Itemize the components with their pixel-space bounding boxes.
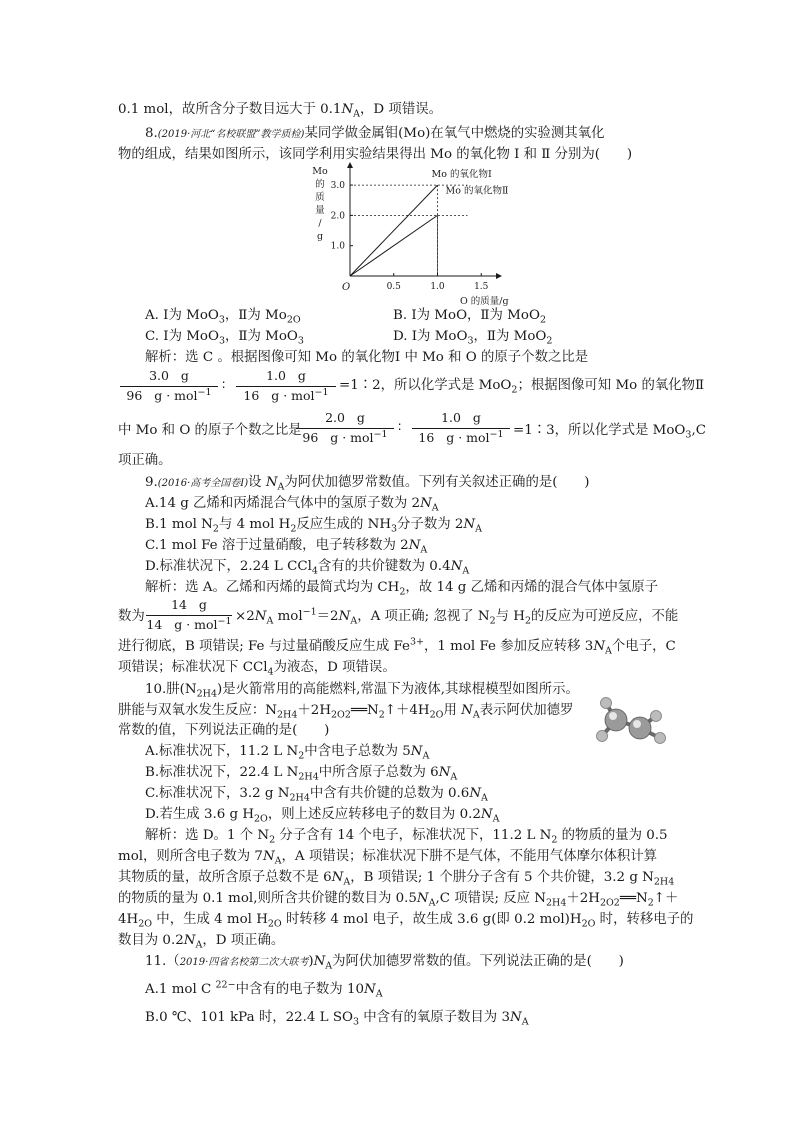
explanation-text: 解析：选 D。1 个 $N_2$ 分子含有 14 个电子，标准状况下，11.2 L $N_2$ 的物质的量为 0.5 xyxy=(145,828,668,846)
option-c: C. Ⅰ为 MoO$_3$，Ⅱ为 MoO$_3$ xyxy=(145,329,304,347)
option-b: B.0 ℃、101 kPa 时，22.4 L $SO_3$ 中含有的氧原子数目为 $3N_A$ xyxy=(145,1010,529,1028)
explanation-text: 的物质的量为 0.1 mol,则所含共价键的数目为 $0.5N_A,C$ 项错误; 反应 $N_{2H4}+2H_{2O2}══N_2↑+$ xyxy=(118,891,679,909)
question-10-stem: 肼能与双氧水发生反应：$N_{2H4}+2H_{2O2}══N_2↑+4H_{2O}$用 $N_A$表示阿伏加德罗 xyxy=(118,703,574,721)
explanation-text: mol，则所含电子数为 $7N_A$，A 项错误；标准状况下肼不是气体，不能用气体摩尔体积计算 xyxy=(118,849,658,867)
explanation-text: =1∶3，所以化学式是 MoO$_3$,C xyxy=(513,423,706,441)
explanation-text: $\times 2N_A$ $mol^{-1}=2N_A$，A 项正确; 忽视了 $N_2$与 $H_2$的反应为可逆反应，不能 xyxy=(235,606,679,627)
option-a: A.14 g 乙烯和丙烯混合气体中的氢原子数为 $2N_A$ xyxy=(145,496,439,514)
option-b: B.标准状况下，22.4 L $N_{2H4}$中所含原子总数为 $6N_A$ xyxy=(145,765,458,783)
question-11-stem: 11.（2019·四省名校第二次大联考)$N_A$为阿伏加德罗常数的值。下列说法正确的是( ) xyxy=(145,954,624,972)
question-10-stem: 常数的值，下列说法正确的是( ) xyxy=(118,723,330,738)
option-a: A.标准状况下，11.2 L $N_2$中含电子总数为 $5N_A$ xyxy=(145,744,430,762)
option-c: C.标准状况下，3.2 g $N_{2H4}$中含有共价键的总数为 $0.6N_A$ xyxy=(145,786,488,804)
question-11-source-tag: 2019·四省名校第二次大联考 xyxy=(179,957,309,968)
question-8-stem: 物的组成，结果如图所示，该同学利用实验结果得出 Mo 的氧化物 Ⅰ 和 Ⅱ 分别为( ) xyxy=(118,147,633,162)
y-tick-label: 3.0 xyxy=(330,181,345,192)
question-9-stem: 9.(2016·高考全国卷Ⅰ)设 $N_A$为阿伏加德罗常数值。下列有关叙述正确的是( ) xyxy=(145,475,590,493)
fraction-numerator: 1.0 g xyxy=(266,368,306,383)
fraction-denominator: 14 g · mol$^{-1}$ xyxy=(146,615,232,632)
fraction-denominator: 16 g · mol$^{-1}$ xyxy=(418,428,504,445)
option-c: C.1 mol Fe 溶于过量硝酸，电子转移数为 $2N_A$ xyxy=(145,538,428,556)
y-axis-label-char: 的 xyxy=(315,179,325,190)
y-tick-label: 2.0 xyxy=(330,211,345,222)
explanation-text: 中 Mo 和 O 的原子个数之比是 xyxy=(118,423,302,438)
fraction-numerator: 1.0 g xyxy=(441,410,481,425)
ball-and-stick-model-icon xyxy=(590,696,680,756)
fraction-numerator: 3.0 g xyxy=(149,368,189,383)
ratio-separator: ∶ xyxy=(222,377,226,392)
x-tick-label: 1.5 xyxy=(474,282,489,292)
ratio-separator: ∶ xyxy=(398,419,402,434)
text-line: 0.1 mol，故所含分子数目远大于 $0.1N_A$，D 项错误。 xyxy=(118,102,442,120)
explanation-text: 数目为 $0.2N_A$，D 项正确。 xyxy=(118,933,285,951)
option-d: D. Ⅰ为 MoO$_3$，Ⅱ为 MoO$_2$ xyxy=(393,329,553,347)
mo-oxide-chart xyxy=(310,164,510,307)
y-axis-label-char: / xyxy=(318,218,322,229)
question-8-stem: 8.(2019·河北“名校联盟”教学质检)某同学做金属钼(Mo)在氧气中燃烧的实验测其氧化 xyxy=(145,126,605,141)
explanation-text: =1∶2，所以化学式是 MoO$_2$；根据图像可知 Mo 的氧化物Ⅱ xyxy=(339,378,705,396)
explanation-text: 解析：选 A。乙烯和丙烯的最简式均为 $CH_2$，故 14 g 乙烯和丙烯的混合气体中氢原子 xyxy=(145,580,659,598)
explanation-text: 其物质的量，故所含原子总数不是 $6N_A$，B 项错误; 1 个肼分子含有 5 个共价键，3.2 g $N_{2H4}$ xyxy=(118,870,675,888)
option-d: D.若生成 3.6 g $H_{2O}$，则上述反应转移电子的数目为 $0.2N_A$ xyxy=(145,807,500,825)
series-label: Mo 的氧化物Ⅰ xyxy=(431,169,492,181)
explanation-text: 数为 xyxy=(118,609,145,624)
explanation-text: 项错误；标准状况下 CCl$_4$为液态，D 项错误。 xyxy=(118,660,396,678)
series-line xyxy=(350,185,438,276)
explanation-text: 进行彻底，B 项错误; Fe 与过量硝酸反应生成 $Fe^{3+}$，1 mol Fe 参加反应转移 $3N_A$个电子，C xyxy=(118,636,676,657)
fraction-denominator: 16 g · mol$^{-1}$ xyxy=(243,386,329,403)
x-axis-label: O 的质量/g xyxy=(460,296,509,307)
option-b: B. Ⅰ为 MoO，Ⅱ为 MoO$_2$ xyxy=(393,308,546,326)
fraction-denominator: 96 g · mol$^{-1}$ xyxy=(302,428,388,445)
x-tick-label: 0.5 xyxy=(386,282,401,292)
option-a: A.1 mol C $^{22-}$中含有的电子数为 $10N_A$ xyxy=(145,979,383,1000)
explanation-text: 项正确。 xyxy=(118,453,172,468)
x-axis-arrow xyxy=(496,273,502,279)
question-9-source-tag: (2016·高考全国卷Ⅰ) xyxy=(157,478,249,489)
y-axis-label-char: 量 xyxy=(315,205,325,216)
fraction-denominator: 96 g · mol$^{-1}$ xyxy=(126,386,212,403)
y-axis-label-char: g xyxy=(316,231,324,242)
question-8-source-tag: (2019·河北“名校联盟”教学质检) xyxy=(157,129,305,140)
explanation-text: $4H_{2O}$ 中，生成 4 mol $H_{2O}$ 时转移 4 mol 电子，故生成 3.6 g(即 0.2 $mol)H_{2O}$ 时，转移电子的 xyxy=(118,912,694,930)
question-10-stem: 10.肼$(N_{2H4})$是火箭常用的高能燃料,常温下为液体,其球棍模型如图所示。 xyxy=(145,682,579,700)
fraction-numerator: 2.0 g xyxy=(325,410,365,425)
series-line xyxy=(350,215,438,276)
explanation-text: 解析：选 C 。根据图像可知 Mo 的氧化物Ⅰ 中 Mo 和 O 的原子个数之比是 xyxy=(145,350,589,365)
option-a: A. Ⅰ为 MoO$_3$，Ⅱ为 $Mo_{2O}$ xyxy=(145,308,301,326)
x-tick-label: 1.0 xyxy=(430,282,445,292)
y-axis-label-char: 质 xyxy=(315,192,325,203)
option-d: D.标准状况下，2.24 L CCl$_4$含有的共价键数为 $0.4N_A$ xyxy=(145,559,470,577)
y-axis-label-char: Mo xyxy=(312,166,328,177)
origin-label: O xyxy=(342,282,351,293)
series-label: Mo 的氧化物Ⅱ xyxy=(445,185,509,197)
option-b: B.1 mol $N_2$与 4 mol $H_2$反应生成的 $NH_3$分子数为 $2N_A$ xyxy=(145,517,482,535)
y-tick-label: 1.0 xyxy=(330,241,345,252)
fraction-numerator: 14 g xyxy=(171,597,207,612)
